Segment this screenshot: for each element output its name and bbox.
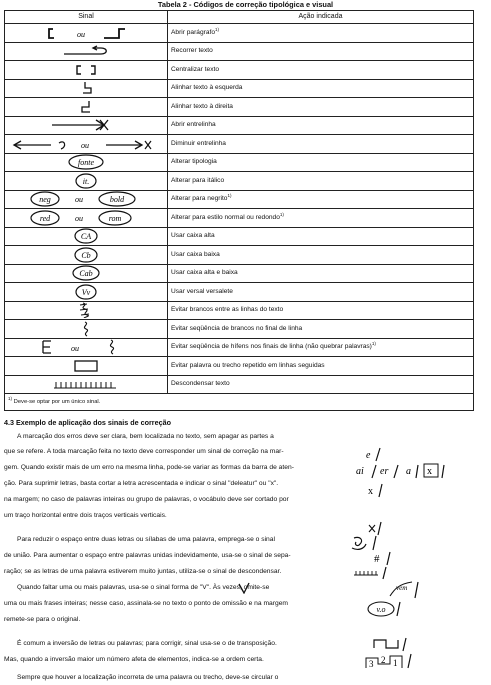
text-line: ção. Para suprimir letras, basta cortar a letra acrescentada e indicar o sinal "deleatur" ou "x".	[4, 480, 279, 487]
table-footnote-row	[5, 394, 474, 411]
table-row: Descondensar texto	[5, 375, 474, 394]
lowercase-sign-icon	[66, 247, 106, 263]
text-line: A marcação dos erros deve ser clara, bem localizada no texto, sem apagar as partes a	[17, 433, 274, 440]
svg-text:Cab: Cab	[79, 269, 93, 279]
roman-sign-icon	[21, 210, 151, 226]
svg-text:Cb: Cb	[81, 250, 91, 260]
italic-sign-icon	[66, 173, 106, 189]
caret-mark-icon	[238, 582, 250, 594]
margin-mark-insert	[388, 578, 424, 600]
margin-mark-delete-1	[366, 482, 386, 498]
margin-mark-see-original	[366, 600, 406, 618]
margin-mark-letterspace	[352, 566, 392, 580]
table-header-row	[5, 11, 474, 24]
end-whitespace-sign-icon	[71, 321, 101, 337]
table-row: fonte Alterar tipologia	[5, 153, 474, 172]
rerun-sign-icon	[56, 44, 116, 58]
text-line: gem. Quando existir mais de um erro na mesma linha, pode-se variar as formas da barra de aten-	[4, 464, 294, 471]
svg-text:a: a	[406, 466, 411, 477]
margin-marks-row-3	[354, 462, 484, 480]
text-line: na margem; no caso de palavras inteiras ou grupo de palavras, o vocábulo deve ser cortado por	[4, 496, 289, 503]
uppercase-sign-icon	[66, 228, 106, 244]
svg-text:e: e	[366, 450, 371, 461]
hyphen-sign-icon	[31, 339, 141, 355]
table-row: neg ou bold Alterar para negrito$^{1)}$	[5, 190, 474, 209]
table-row: Alinhar texto à esquerda	[5, 79, 474, 98]
mixed-case-sign-icon	[66, 265, 106, 281]
svg-text:it.: it.	[82, 176, 90, 186]
svg-text:Vv: Vv	[81, 287, 91, 297]
text-line: que se refere. A toda marcação feita no texto deve corresponder um sinal de correção na mar-	[4, 448, 284, 455]
svg-text:rom: rom	[108, 213, 122, 223]
table-row: Recorrer texto	[5, 42, 474, 61]
margin-mark-transpose	[372, 636, 412, 652]
text-line: Mas, quando a inversão maior um número afeta de elementos, indica-se a ordem certa.	[4, 656, 264, 663]
header-action: Ação indicada	[168, 11, 474, 24]
svg-text:2: 2	[381, 655, 386, 665]
svg-text:ou: ou	[77, 29, 85, 39]
center-sign-icon	[66, 63, 106, 77]
text-line: ração; se as letras de uma palavra estiverem muito juntas, utiliza-se o sinal de descondensar.	[4, 568, 282, 575]
river-sign-icon	[71, 302, 101, 318]
table-row: Evitar seqüência de brancos no final de linha	[5, 320, 474, 339]
svg-text:bold: bold	[109, 195, 125, 205]
table-footnote: $^{1)}$ Deve-se optar por um único sinal.	[5, 394, 474, 411]
svg-text:ou: ou	[71, 344, 79, 354]
table-row: Evitar palavra ou trecho repetido em linhas seguidas	[5, 357, 474, 376]
table-row: Vv Usar versal versalete	[5, 283, 474, 302]
svg-text:#: #	[374, 553, 380, 565]
small-caps-sign-icon	[66, 284, 106, 300]
align-left-sign-icon	[71, 81, 101, 95]
bold-sign-icon	[21, 191, 151, 207]
table-row: it. Alterar para itálico	[5, 172, 474, 191]
font-sign-icon	[56, 154, 116, 170]
text-line: Para reduzir o espaço entre duas letras ou sílabas de uma palavra, emprega-se o sinal	[17, 536, 275, 543]
svg-text:x: x	[368, 486, 373, 497]
table-row: Centralizar texto	[5, 61, 474, 80]
reduce-leading-sign-icon	[11, 137, 161, 151]
margin-mark-order	[364, 652, 424, 670]
repeated-word-sign-icon	[66, 358, 106, 374]
svg-text:CA: CA	[80, 232, 92, 242]
table-row: ou Diminuir entrelinha	[5, 135, 474, 154]
svg-text:fonte: fonte	[78, 158, 94, 168]
text-line: Sempre que houver a localização incorreta de uma palavra ou trecho, deve-se circular o	[17, 674, 279, 681]
margin-mark-e	[362, 446, 392, 462]
svg-text:ou: ou	[81, 140, 89, 150]
open-leading-sign-icon	[46, 118, 126, 132]
svg-text:v.o: v.o	[376, 605, 386, 614]
table-title: Tabela 2 - Códigos de correção tipológica e visual	[157, 0, 334, 9]
svg-text:red: red	[39, 213, 51, 223]
text-line: de união. Para aumentar o espaço entre palavras unidas indevidamente, usa-se o sinal de sepa-	[4, 552, 291, 559]
sign-cell	[5, 24, 168, 43]
svg-text:ai: ai	[356, 466, 364, 477]
correction-codes-table	[4, 10, 474, 411]
table-row: CA Usar caixa alta	[5, 227, 474, 246]
text-line: um traço horizontal entre dois traços verticais verticais.	[4, 512, 167, 519]
table-row: Cab Usar caixa alta e baixa	[5, 264, 474, 283]
text-line: uma ou mais frases inteiras; nesse caso, assinala-se no texto o ponto de omissão e na margem	[4, 600, 288, 607]
letterspace-sign-icon	[46, 377, 126, 391]
align-right-sign-icon	[71, 100, 101, 114]
svg-text:ou: ou	[75, 213, 83, 223]
svg-text:1: 1	[393, 658, 398, 668]
svg-text:er: er	[380, 466, 389, 477]
text-line: Quando faltar uma ou mais palavras, usa-se o sinal forma de "V". Às vezes, omite-se	[17, 584, 270, 591]
table-row: Alinhar texto à direita	[5, 98, 474, 117]
margin-mark-separate	[372, 550, 394, 566]
table-row: ou Evitar seqüência de hífens nos finais de linha (não quebrar palavras)$^{1)}$	[5, 338, 474, 357]
section-title: 4.3 Exemplo de aplicação dos sinais de correção	[4, 418, 171, 427]
svg-text:vem: vem	[396, 584, 408, 592]
action-cell: Abrir parágrafo$^{1)}$	[168, 24, 474, 43]
text-line: É comum a inversão de letras ou palavras; para corrigir, sinal usa-se o de transposição.	[17, 640, 277, 647]
svg-text:neg: neg	[39, 195, 51, 205]
svg-text:x: x	[427, 466, 432, 477]
table-row: Evitar brancos entre as linhas do texto	[5, 301, 474, 320]
table-row: red ou rom Alterar para estilo normal ou redondo$^{1)}$	[5, 209, 474, 228]
text-line: remete-se para o original.	[4, 616, 81, 623]
paragraph-sign-icon	[31, 26, 141, 40]
table-row: Cb Usar caixa baixa	[5, 246, 474, 265]
svg-text:ou: ou	[75, 195, 83, 205]
table-row: Abrir entrelinha	[5, 116, 474, 135]
header-sign: Sinal	[5, 11, 168, 24]
svg-text:3: 3	[369, 659, 374, 669]
table-row	[5, 24, 474, 43]
